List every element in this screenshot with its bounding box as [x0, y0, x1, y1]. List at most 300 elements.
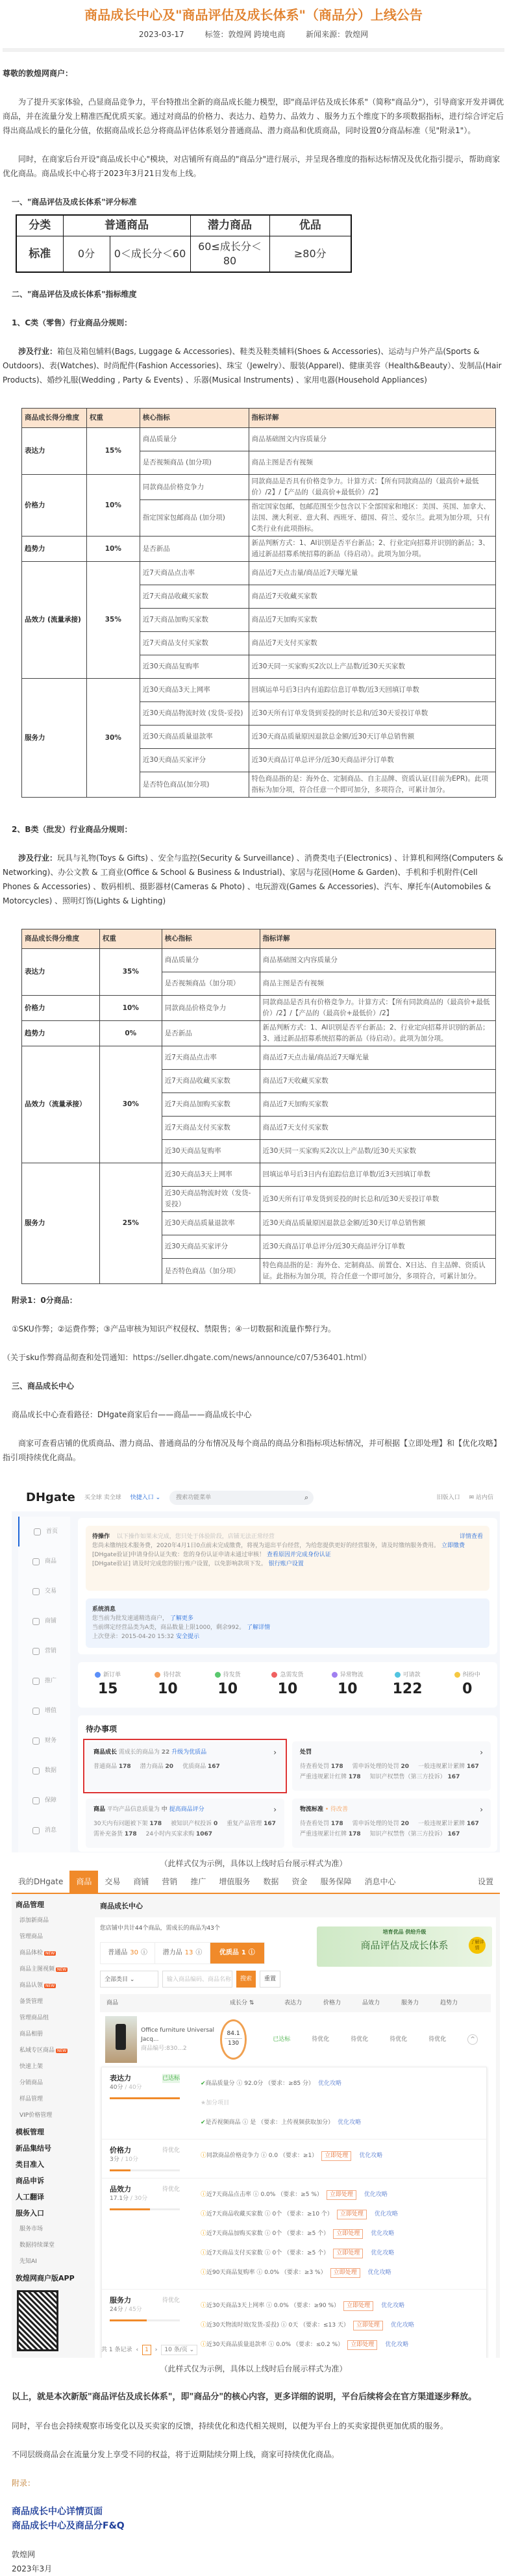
handle-now-button[interactable]: 立即处理: [330, 2268, 360, 2278]
screenshot2-caption: （此样式仅为示例，具体以上线时后台展示样式为准）: [160, 2364, 347, 2373]
menu-item[interactable]: 备货管理: [19, 1999, 43, 2005]
optimize-guide-link[interactable]: 优化攻略: [367, 2269, 391, 2276]
stat-item[interactable]: [138, 1671, 197, 1699]
core-metric-cell: 同款商品价格竞争力: [162, 996, 260, 1021]
sidebar-item[interactable]: [18, 1517, 70, 1547]
zero-score-items: ①SKU作弊；②运费作弊；③产品审核为知识产权侵权、禁限售；④一切数据和流量作弊行为。: [12, 1324, 336, 1333]
stat-label-text: 可请款: [402, 1672, 421, 1678]
optimize-guide-link[interactable]: 优化攻略: [371, 2230, 395, 2237]
stats-card: [78, 1662, 497, 1708]
metric-detail-cell: 商品近7天点击量/商品近7天曝光量: [249, 562, 495, 585]
b-metrics-table: [21, 929, 496, 1284]
card-title-text: 物流标准: [300, 1806, 324, 1813]
handle-now-button[interactable]: 立即处理: [353, 2321, 383, 2330]
sidebar-item[interactable]: [18, 1756, 70, 1786]
indicator-row: [201, 2316, 414, 2335]
core-metric-cell: 商品质量分: [140, 428, 249, 451]
search-button[interactable]: 搜索: [236, 1971, 256, 1988]
metric-detail-cell: 商品近7天加购买家数: [260, 1093, 495, 1117]
growth-card[interactable]: [86, 1741, 284, 1791]
closing-paragraph-3: 不同层级商品会在流量分发上享受不同的权益，将于近期陆续分期上线，商家可持续优化商品。: [12, 2450, 340, 2459]
card-title: [300, 1748, 483, 1757]
sidebar-item[interactable]: [18, 1606, 70, 1636]
optimize-guide-link[interactable]: 优化攻略: [371, 2250, 395, 2256]
dimension-score: [110, 2194, 201, 2203]
help-icon: ⓘ: [248, 1949, 255, 1956]
core-metric-cell: 近7天商品点击率: [140, 562, 249, 585]
core-metric-cell: 近7天商品支付买家数: [140, 632, 249, 655]
grade-tab[interactable]: [101, 1943, 155, 1964]
score-value: 3分: [110, 2156, 121, 2163]
dimension-score: [110, 2083, 201, 2092]
menu-search-input[interactable]: [169, 1491, 314, 1505]
menu-item[interactable]: 人工翻译: [16, 2193, 44, 2201]
sidebar-item[interactable]: [18, 1726, 70, 1756]
metric-detail-cell: 近30天所有订单发货到妥投的时长总和/近30天妥投订单数: [260, 1187, 495, 1212]
handle-now-button[interactable]: 立即处理: [327, 2190, 356, 2200]
indicator-text: 商品质量分 ⓘ 92.0分 （要求：≥85 分）: [205, 2080, 315, 2087]
sidebar-label: 财务: [45, 1737, 57, 1744]
table-row: [22, 949, 496, 972]
card-item: [370, 1773, 460, 1782]
collapse-icon[interactable]: ^: [467, 2034, 478, 2045]
sidebar-item[interactable]: [18, 1666, 70, 1696]
sys-link[interactable]: 了解更多: [168, 1615, 193, 1622]
section1-heading: 一、"商品评估及成长体系"评分标准: [12, 197, 137, 207]
dimension-block: [102, 2067, 486, 2140]
item-label: 一般违规累计累牌: [418, 1763, 467, 1770]
menu-item[interactable]: 商品认领 NEW: [19, 1982, 55, 1989]
nav-item[interactable]: 推广: [190, 1877, 206, 1886]
sys-text: 当前绑定经营品类为A类，商品数量上限1000，剩余992。: [92, 1624, 245, 1631]
chevron-right-icon[interactable]: ›: [273, 1748, 277, 1757]
appendix1-heading: 附录1：0分商品：: [12, 1296, 77, 1305]
table-row: [22, 562, 496, 585]
banner-detail-button[interactable]: 了解详情: [469, 1937, 486, 1954]
todo-link[interactable]: 查看原因并完成身份认证: [265, 1552, 331, 1558]
sys-link[interactable]: 了解详情: [245, 1624, 271, 1631]
core-metric-cell: 近30天商品复购率: [140, 655, 249, 679]
metric-detail-cell: 近30天所有订单发货到妥投的时长总和/近30天妥投订单数: [249, 702, 495, 726]
metric-detail-cell: 回填运单号后3日内有追踪信息订单数/近3天回填订单数: [260, 1163, 495, 1187]
optimize-guide-link[interactable]: 优化攻略: [374, 2211, 398, 2217]
product-sub: 平均产品信息质量为: [105, 1806, 162, 1813]
optimize-guide-link[interactable]: 优化攻略: [390, 2322, 414, 2329]
score-total: / 10分: [121, 2156, 138, 2163]
score-header: 潜力商品: [190, 215, 269, 236]
handle-now-button[interactable]: 立即处理: [347, 2340, 377, 2350]
menu-item[interactable]: 先知AI: [19, 2258, 37, 2265]
growth-center-desc: 商家可查看店铺的优质商品、潜力商品、普通商品的分布情况及每个商品的商品分和指标项达标情况，并可根据【立即处理】和【优化攻略】指引项持续优化商品。: [3, 1439, 502, 1462]
dimension-cell: 表达力: [22, 949, 100, 996]
card-title: [300, 1805, 483, 1814]
todo-line: [92, 1550, 483, 1559]
menu-item[interactable]: 商品体检 NEW: [19, 1950, 55, 1956]
menu-item[interactable]: 敦煌网商户版APP: [16, 2274, 75, 2282]
menu-item[interactable]: 商品申诉: [16, 2177, 44, 2185]
prev-page[interactable]: ‹: [136, 2347, 139, 2353]
metric-detail-cell: 商品近7天支付买家数: [260, 1117, 495, 1140]
score-value: 84.1: [227, 2030, 240, 2037]
page-size-select[interactable]: 10 条/页 ⌄: [161, 2345, 197, 2355]
item-label: 24小时内买家求购: [145, 1831, 196, 1837]
metric-detail-cell: 指定国家包邮，包邮范围至少包含以下全部国家和地区：美国、英国、加拿大、法国、澳大利亚、意大利、西班牙、德国、荷兰、爱尔兰。此项为加分项，只有C类行业有此项指标。: [249, 500, 495, 537]
table-header-cell: 权重: [86, 409, 140, 428]
handle-now-button[interactable]: 立即处理: [321, 2151, 351, 2161]
item-value: 167: [447, 1774, 460, 1780]
optimize-guide-link[interactable]: 优化攻略: [381, 2303, 405, 2309]
dimension-summary: [110, 2074, 201, 2132]
table-header-cell: 权重: [99, 929, 162, 949]
item-label: 知识产权禁售（第三方投诉）: [369, 1774, 448, 1780]
dimension-progress-bar: [110, 2169, 180, 2171]
menu-item[interactable]: 管理商品组: [19, 2015, 49, 2021]
item-label: 需补充备货: [93, 1831, 125, 1837]
current-page[interactable]: 1: [142, 2345, 151, 2355]
sidebar-item[interactable]: [18, 1815, 70, 1845]
nav-item[interactable]: 商品: [69, 1871, 98, 1893]
sidebar-item[interactable]: [18, 1636, 70, 1666]
menu-item[interactable]: 模板管理: [16, 2128, 44, 2136]
handle-now-button[interactable]: 立即处理: [343, 2301, 373, 2311]
menu-icon: [32, 1678, 40, 1685]
todo-text: 您尚未缴纳技术服务费，2020年4月1日0点前未完成缴费，将视为退出平台经营，为给您提供更好的经营服务，请及时缴纳服务费用。: [92, 1543, 440, 1549]
item-label: 待查看处罚: [300, 1763, 331, 1770]
menu-icon: [34, 1528, 41, 1535]
stat-item[interactable]: [198, 1671, 258, 1699]
sidebar-item[interactable]: [18, 1547, 70, 1576]
todo-detail-link[interactable]: 详情查看: [459, 1534, 483, 1540]
sys-text: 上次登录：2015-04-20 15:32: [92, 1634, 175, 1640]
product-name[interactable]: Office furniture Universal Jacq...: [141, 2027, 215, 2043]
dimension-score: [110, 2155, 201, 2164]
dimension-items: [201, 2146, 382, 2171]
score-cell: ≥80分: [269, 236, 351, 272]
core-metric-cell: 近7天商品加购买家数: [140, 609, 249, 632]
growth-banner[interactable]: [317, 1926, 492, 1967]
menu-item[interactable]: 样品管理: [19, 2096, 43, 2102]
stat-label-text: 新订单: [103, 1672, 121, 1678]
product-image: [105, 2016, 137, 2063]
metric-detail-cell: 商品近7天点击量/商品近7天曝光量: [260, 1046, 495, 1070]
optimize-guide-link[interactable]: 优化攻略: [359, 2153, 383, 2159]
nav-item[interactable]: 我的DHgate: [18, 1877, 64, 1886]
chevron-right-icon[interactable]: ›: [480, 1748, 483, 1757]
optimize-guide-link[interactable]: 优化攻略: [318, 2080, 342, 2087]
stat-value: 0: [462, 1681, 473, 1697]
dimension-name: 价格力: [110, 2146, 131, 2154]
next-page[interactable]: ›: [155, 2347, 158, 2353]
column-header: 趋势力: [440, 2000, 458, 2006]
menu-item[interactable]: 管理商品: [19, 1934, 43, 1940]
sidebar-label: 交易: [45, 1588, 57, 1595]
menu-item[interactable]: 私域专区商品 NEW: [19, 2047, 67, 2054]
stat-item[interactable]: [377, 1671, 437, 1699]
item-value: 178: [348, 1774, 361, 1780]
sidebar-item[interactable]: [18, 1696, 70, 1726]
card-item: [418, 1819, 479, 1828]
quick-entry[interactable]: 快捷入口 ⌄: [130, 1495, 161, 1501]
optimize-guide-link[interactable]: 优化攻略: [364, 2191, 388, 2198]
growth-center-detail-link[interactable]: 商品成长中心详情页面: [12, 2507, 103, 2517]
item-value: 167: [466, 1821, 479, 1827]
card-item: [300, 1773, 361, 1782]
item-label: 需申诉处理的处罚: [352, 1821, 401, 1827]
chevron-right-icon[interactable]: ›: [480, 1805, 483, 1814]
item-label: 优质商品: [182, 1763, 208, 1770]
sku-notice-link[interactable]: https://seller.dhgate.com/news/announce/c07/536401.html: [132, 1353, 364, 1362]
card-item: [300, 1830, 361, 1839]
system-message-panel: [86, 1598, 489, 1648]
menu-item[interactable]: VIP价格管理: [19, 2112, 53, 2119]
indicator-row: [201, 2335, 414, 2355]
indicator-row: [201, 2074, 361, 2093]
indicator-text: 近30天物流时效(发货-妥投) ⓘ 0天 （要求：≤13 天）: [206, 2322, 349, 2329]
check-icon: ✔: [201, 2080, 206, 2087]
dimension-block: [102, 2178, 486, 2290]
menu-item[interactable]: 快速上架: [19, 2064, 43, 2070]
table-row: [22, 1021, 496, 1046]
category-select[interactable]: 全部类目 ⌄: [100, 1971, 158, 1988]
nav-item[interactable]: 交易: [105, 1877, 121, 1886]
score-cell: 60≤成长分＜80: [190, 236, 269, 272]
metric-detail-cell: 商品主图是否有视频: [249, 451, 495, 475]
indicator-row: [201, 2093, 361, 2113]
core-metric-cell: 近30天商品3天上网率: [162, 1163, 260, 1187]
chevron-right-icon[interactable]: ›: [273, 1805, 277, 1814]
metric-detail-cell: 商品近7天收藏买家数: [260, 1070, 495, 1093]
menu-icon: [32, 1737, 40, 1745]
indicator-text: 近7天商品支付买家数 ⓘ 0个 （要求：≥5 个）: [206, 2250, 330, 2256]
menu-icon: [32, 1708, 40, 1715]
handle-now-button[interactable]: 立即处理: [333, 2249, 363, 2258]
weight-cell: 10%: [86, 537, 140, 562]
card-title-text: 商品成长: [93, 1749, 117, 1756]
dimension-cell: 趋势力: [22, 1021, 100, 1046]
growth-sub: 需成长的商品为: [117, 1749, 162, 1756]
sidebar-label: 商品: [45, 1558, 57, 1565]
nav-settings[interactable]: 设置: [477, 1877, 493, 1886]
core-metric-cell: 近30天商品质量退款率: [162, 1212, 260, 1235]
pending-card: [78, 1715, 497, 1852]
core-metric-cell: 指定国家包邮商品 (加分项): [140, 500, 249, 537]
score-value: 40分: [110, 2084, 125, 2091]
core-metric-cell: 近30天商品物流时效 (发货-妥投): [140, 702, 249, 726]
nav-item[interactable]: 增值服务: [219, 1877, 251, 1886]
item-value: 167: [207, 1763, 220, 1770]
old-version-link[interactable]: 旧版入口: [436, 1495, 460, 1501]
warning-icon: ⓘ: [201, 2303, 207, 2309]
core-metric-cell: 是否视频商品 (加分项): [140, 451, 249, 475]
menu-item[interactable]: 新品集结号: [16, 2144, 51, 2153]
indicator-row: [201, 2113, 361, 2132]
publish-date: 2023-03-17: [138, 30, 184, 39]
indicator-text: 是否视频商品 ⓘ 是 （要求：上传视频获取加分）: [205, 2119, 334, 2126]
top-nav: [12, 1871, 500, 1894]
core-metric-cell: 近7天商品加购买家数: [162, 1093, 260, 1117]
nav-item[interactable]: 服务保障: [320, 1877, 352, 1886]
mail-link[interactable]: ✉ 站内信: [469, 1495, 493, 1501]
reset-button[interactable]: 重置: [260, 1971, 280, 1988]
appendix-label: 附录：: [12, 2479, 36, 2488]
sku-notice: [3, 1350, 504, 1365]
todo-panel: [86, 1526, 489, 1591]
sys-link[interactable]: 安全提示: [174, 1634, 199, 1640]
todo-link[interactable]: 立即缴费: [439, 1543, 465, 1549]
metric-detail-cell: 商品近7天支付买家数: [249, 632, 495, 655]
todo-text: [DHgate验证] 请及时完成您的银行账户设置，以免影响款项下发。: [92, 1561, 267, 1567]
card-item: [300, 1762, 343, 1771]
indicator-text: 近30天商品3天上网率 ⓘ 0.0% （要求：≥90 %）: [206, 2303, 340, 2309]
stat-item[interactable]: [258, 1671, 317, 1699]
indicator-text: 近7天商品收藏买家数 ⓘ 0个 （要求：≥10 个）: [206, 2211, 333, 2217]
dimension-cell: 服务力: [22, 679, 87, 798]
handle-now-button[interactable]: 立即处理: [337, 2210, 367, 2219]
weight-cell: 10%: [99, 996, 162, 1021]
article-meta: [3, 27, 504, 42]
sidebar-item[interactable]: [18, 1845, 70, 1852]
product-search-input[interactable]: 输入商品编码、商品名称: [162, 1971, 232, 1988]
card-item: [140, 1762, 173, 1771]
sys-line: [92, 1614, 483, 1623]
b-rules-heading: 2、B类（批发）行业商品分规则：: [12, 825, 132, 834]
stat-label: [377, 1671, 437, 1680]
dimension-status-badge: 已达标: [162, 2075, 180, 2082]
industries-label: 涉及行业：: [18, 853, 58, 863]
menu-item[interactable]: 分销商品: [19, 2080, 43, 2086]
growth-center-faq-link[interactable]: 商品成长中心及商品分F&Q: [12, 2521, 125, 2531]
stat-item[interactable]: [317, 1671, 377, 1699]
closing-paragraph-1: 以上，就是本次新版"商品评估及成长体系"，即"商品分"的核心内容，更多详细的说明，平台后续将会在官方渠道逐步释放。: [12, 2392, 477, 2402]
metric-detail-cell: 近30天商品订单总评分/近30天商品评分订单数: [249, 749, 495, 772]
table-header-cell: 核心指标: [140, 409, 249, 428]
table-row: [22, 1046, 496, 1070]
nav-item[interactable]: 营销: [162, 1877, 178, 1886]
stat-label-text: 待付款: [163, 1672, 181, 1678]
stat-item[interactable]: [78, 1671, 138, 1699]
score-row-label: 标准: [16, 236, 63, 272]
score-header: 优品: [269, 215, 351, 236]
stat-label: [198, 1671, 258, 1680]
product-card[interactable]: [86, 1799, 284, 1848]
core-metric-cell: 是否特色商品（加分项）: [162, 1259, 260, 1284]
handle-now-button[interactable]: 立即处理: [333, 2229, 363, 2239]
sidebar-label: 保障: [45, 1797, 57, 1804]
dimension-cell: 趋势力: [22, 537, 87, 562]
indicator-text: 加分项目: [206, 2100, 230, 2106]
menu-item[interactable]: 商品管理: [16, 1900, 44, 1909]
weight-cell: 0%: [99, 1021, 162, 1046]
notice-card: [78, 1518, 497, 1654]
dimension-items: [201, 2074, 361, 2132]
menu-item[interactable]: 数据持续课堂: [19, 2242, 55, 2249]
item-value: 167: [447, 1831, 460, 1837]
dimension-status: 已达标: [273, 2036, 291, 2043]
logistics-card[interactable]: [292, 1799, 491, 1848]
optimize-guide-link[interactable]: 优化攻略: [385, 2342, 409, 2348]
weight-cell: 35%: [99, 949, 162, 996]
growth-upgrade-link[interactable]: 升级为优质品: [169, 1749, 207, 1756]
menu-icon: [32, 1767, 40, 1774]
menu-item[interactable]: 商品相册: [19, 2031, 43, 2038]
product-code: 商品编号:830...2: [141, 2045, 187, 2052]
tab-label: 潜力品: [162, 1949, 182, 1956]
dimension-progress-bar: [110, 2208, 180, 2210]
warning-icon: ⓘ: [201, 2269, 207, 2276]
optimize-guide-link[interactable]: 优化攻略: [338, 2119, 362, 2126]
nav-item[interactable]: 消息中心: [364, 1877, 396, 1886]
item-label: 严重违规累计红牌: [300, 1831, 349, 1837]
menu-item[interactable]: 商品主图视频 NEW: [19, 1966, 67, 1973]
todo-link[interactable]: 银行账户设置: [266, 1561, 304, 1567]
core-metric-cell: 是否新品: [162, 1021, 260, 1046]
item-label: 一般违规累计累牌: [418, 1821, 467, 1827]
core-metric-cell: 近7天商品点击率: [162, 1046, 260, 1070]
score-header: 分类: [16, 215, 63, 236]
page-title: 商品成长中心及"商品评估及成长体系"（商品分）上线公告: [84, 7, 423, 23]
logistics-badge: • 待改善: [323, 1806, 349, 1813]
nav-item[interactable]: 商铺: [133, 1877, 149, 1886]
dashboard-topbar: [12, 1484, 500, 1511]
nav-item[interactable]: 数据: [263, 1877, 279, 1886]
grade-tab[interactable]: [155, 1943, 210, 1964]
nav-item[interactable]: 资金: [291, 1877, 308, 1886]
sidebar-label: 首页: [46, 1528, 58, 1535]
menu-item[interactable]: 服务市场: [19, 2226, 43, 2232]
star-icon: ★: [201, 2100, 206, 2106]
item-label: 知识产权禁售（第三方投诉）: [369, 1831, 448, 1837]
grade-tab[interactable]: [210, 1943, 264, 1964]
sidebar-label: 数据: [45, 1767, 57, 1774]
pagination: [101, 2345, 197, 2355]
item-value: 178: [348, 1831, 361, 1837]
sidebar-item[interactable]: [18, 1576, 70, 1606]
score-total: / 45分: [125, 2306, 142, 2313]
left-menu: [12, 1897, 88, 2358]
penalty-card[interactable]: [292, 1741, 491, 1791]
product-link[interactable]: 提高商品评分: [167, 1806, 204, 1813]
card-item: [352, 1819, 409, 1828]
notice-prefix: （关于sku作弊商品彻查和处罚通知：: [3, 1353, 133, 1362]
dimension-title: [110, 2185, 180, 2194]
indicator-text: 同款商品价格竞争力 ⓘ 0.0 （要求：≥1）: [206, 2153, 318, 2159]
growth-center-screenshot: [12, 1871, 500, 2358]
item-value: 178: [330, 1821, 343, 1827]
column-header: 表达力: [284, 2000, 303, 2006]
card-item: [93, 1830, 137, 1839]
menu-item[interactable]: 类目准入: [16, 2160, 44, 2169]
dimension-summary: [110, 2146, 201, 2171]
menu-item[interactable]: 服务入口: [16, 2209, 44, 2217]
item-value: 1067: [196, 1831, 213, 1837]
stat-icon: [155, 1672, 160, 1678]
stat-icon: [215, 1672, 221, 1678]
menu-icon: [32, 1827, 40, 1834]
notice-suffix: ）: [363, 1353, 371, 1362]
signature: 敦煌网: [12, 2550, 36, 2559]
dimension-status: 待优化: [428, 2036, 447, 2043]
dimension-status: 待优化: [390, 2036, 408, 2043]
stat-label: [78, 1671, 138, 1680]
menu-item[interactable]: 添加新商品: [19, 1917, 49, 1924]
help-icon: ⓘ: [195, 1949, 203, 1956]
industries-list: 箱包及箱包辅料(Bags, Luggage & Accessories)、鞋类及鞋类辅料(Shoes & Accessories)、运动与户外产品(Sports & Outdoors)、表(Watches)、时尚配件(Fashion Accessories)、珠宝（Jewelry）、服装(Apparel)、健康美容（Health&Beauty）、发制品(Hair Products)、婚纱礼服(Wedding , Party & Events) 、乐器(Musical Instruments) 、家用电器(Household Appliances): [3, 347, 502, 385]
stat-item[interactable]: [438, 1671, 497, 1699]
column-header: 价格力: [323, 2000, 341, 2006]
dashboard-sidebar: [18, 1517, 70, 1852]
dimension-cell: 品效力（流量承接）: [22, 1046, 100, 1163]
sidebar-item[interactable]: [18, 1786, 70, 1815]
